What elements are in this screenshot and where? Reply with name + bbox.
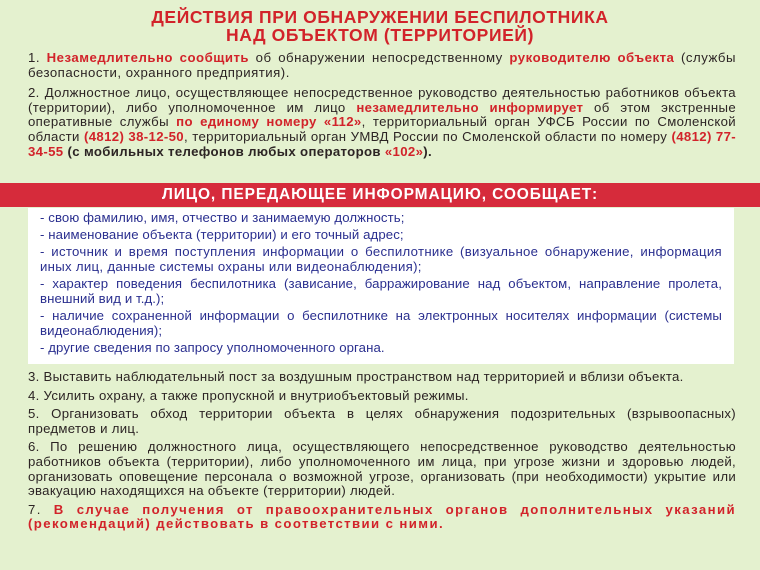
instruction-4: 4. Усилить охрану, а также пропускной и внутриобъектовый режимы. bbox=[28, 387, 469, 403]
title-line-2: НАД ОБЪЕКТОМ (ТЕРРИТОРИЕЙ) bbox=[226, 25, 534, 45]
highlight-phone-umvd: (4812) 77-34-55 bbox=[28, 128, 736, 159]
item-number: 2. bbox=[28, 85, 40, 101]
report-details-box bbox=[28, 208, 734, 364]
highlight-follow-instructions: В случае получения от правоохранительных органов дополнительных указаний (рекомендаций) действовать в соответствии с ними. bbox=[28, 501, 736, 532]
highlight-informs-immediately: незамедлительно информирует bbox=[356, 99, 584, 115]
list-item: - наличие сохраненной информации о беспилотнике на электронных носителях информации (системы видеонаблюдения); bbox=[40, 307, 722, 338]
list-item: - другие сведения по запросу уполномоченного органа. bbox=[40, 339, 385, 355]
instruction-1 bbox=[0, 51, 760, 80]
highlight-report-immediately: Незамедлительно сообщить bbox=[46, 50, 250, 65]
instruction-6: 6. По решению должностного лица, осуществляющего непосредственное руководство деятельностью работников объекта (территории), либо уполномоченного им лица, при угрозе жизни и здоровью людей, организовать оповещение персонала о возможной угрозе, организовать (при необходимости) укрытие или эвакуацию находящихся на объекте (территории) людей. bbox=[28, 439, 736, 499]
instruction-2-text-e: (с мобильных телефонов любых операторов bbox=[67, 143, 381, 159]
instruction-2-text-f: ). bbox=[423, 143, 433, 159]
instruction-2 bbox=[0, 86, 760, 159]
section-banner: ЛИЦО, ПЕРЕДАЮЩЕЕ ИНФОРМАЦИЮ, СООБЩАЕТ: bbox=[0, 183, 760, 207]
title-line-1: ДЕЙСТВИЯ ПРИ ОБНАРУЖЕНИИ БЕСПИЛОТНИКА bbox=[151, 7, 609, 27]
highlight-number-112: по единому номеру «112» bbox=[176, 114, 362, 130]
list-item: - наименование объекта (территории) и его точный адрес; bbox=[40, 227, 404, 243]
instruction-2-text-c: , территориальный орган УФСБ России по Смоленской области bbox=[28, 114, 736, 144]
instruction-2-text-a: Должностное лицо, осуществляющее непосредственное руководство деятельностью работников объекта (территории), либо уполномоченное им лицо bbox=[28, 85, 736, 115]
page-title bbox=[0, 0, 760, 44]
highlight-number-102: «102» bbox=[384, 143, 424, 159]
highlight-phone-fsb: (4812) 38-12-50 bbox=[83, 128, 184, 144]
remaining-instructions bbox=[0, 366, 760, 532]
highlight-object-manager: руководителю объекта bbox=[509, 50, 675, 65]
instruction-2-text-d: , территориальный орган УМВД России по Смоленской области по номеру bbox=[184, 128, 668, 144]
instruction-1-text-b: (службы безопасности, охранного предприятия). bbox=[28, 50, 736, 80]
instruction-5: 5. Организовать обход территории объекта в целях обнаружения подозрительных (взрывоопасных) предметов и лиц. bbox=[28, 406, 736, 436]
instruction-1-text-a: об обнаружении непосредственному bbox=[255, 50, 503, 65]
list-item: - характер поведения беспилотника (зависание, барражирование над объектом, направление пролета, внешний вид и т.д.); bbox=[40, 276, 722, 306]
instruction-3: 3. Выставить наблюдательный пост за воздушным пространством над территорией и вблизи объекта. bbox=[28, 369, 684, 384]
instruction-2-text-b: об этом экстренные оперативные службы bbox=[28, 99, 736, 130]
item-number: 1. bbox=[28, 50, 40, 65]
item-number: 7. bbox=[28, 501, 42, 517]
list-item: - источник и время поступления информации о беспилотнике (визуальное обнаружение, информация иных лиц, данные системы охраны или видеонаблюдения); bbox=[40, 244, 722, 274]
report-details-list bbox=[40, 211, 722, 355]
list-item: - свою фамилию, имя, отчество и занимаемую должность; bbox=[40, 210, 405, 225]
instruction-7 bbox=[0, 503, 760, 532]
